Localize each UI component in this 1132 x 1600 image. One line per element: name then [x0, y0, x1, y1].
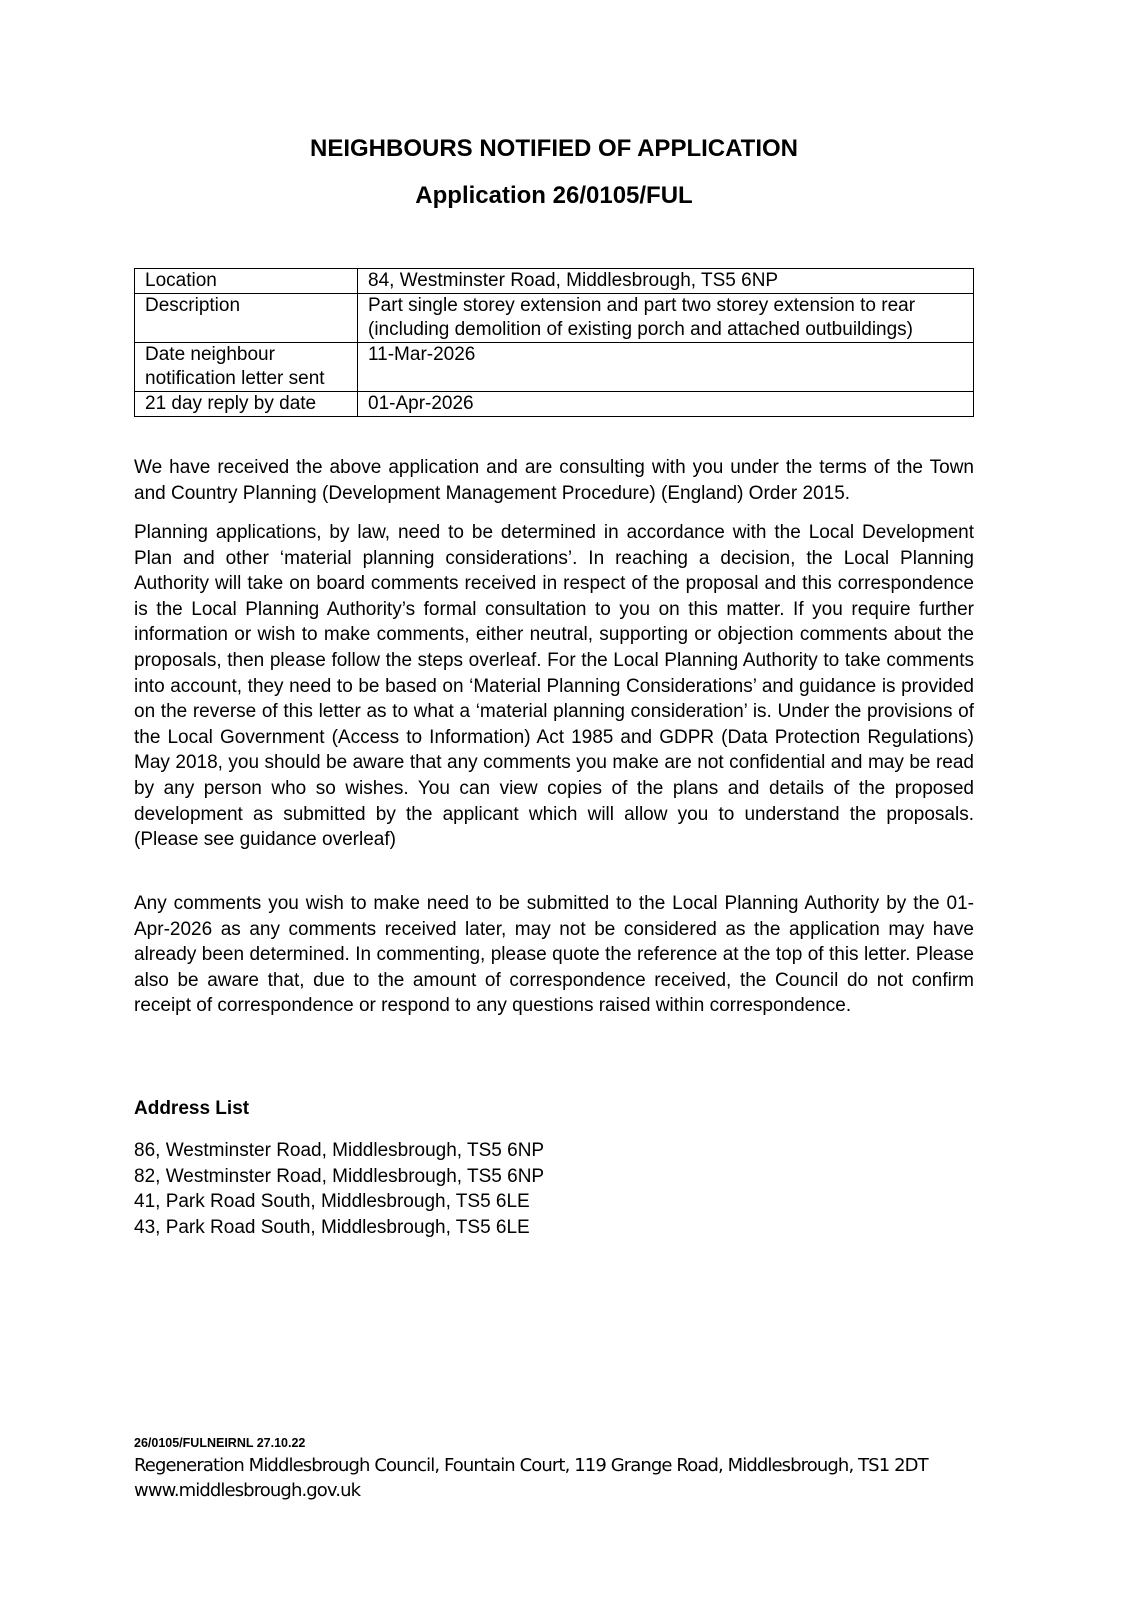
- table-row: [135, 392, 974, 417]
- footer-reference: 26/0105/FULNEIRNL 27.10.22: [134, 1436, 306, 1450]
- description-label: Description: [135, 294, 358, 343]
- footer-website: www.middlesbrough.gov.uk: [134, 1480, 361, 1501]
- planning-paragraph: Planning applications, by law, need to be determined in accordance with the Local Development Plan and other ‘material planning considerations’. In reaching a decision, the Local Planning Authority will take on board comments received in respect of the proposal and this correspondence is the Local Planning Authority’s formal consultation to you on this matter. If you require further information or wish to make comments, either neutral, supporting or objection comments about the proposals, then please follow the steps overleaf. For the Local Planning Authority to take comments into account, they need to be based on ‘Material Planning Considerations’ and guidance is provided on the reverse of this letter as to what a ‘material planning consideration’ is. Under the provisions of the Local Government (Access to Information) Act 1985 and GDPR (Data Protection Regulations) May 2018, you should be aware that any comments you make are not confidential and may be read by any person who so wishes. You can view copies of the plans and details of the proposed development as submitted by the applicant which will allow you to understand the proposals. (Please see guidance overleaf): [134, 522, 974, 851]
- table-row: [135, 294, 974, 343]
- footer: [134, 1453, 928, 1503]
- location-label: Location: [135, 269, 358, 294]
- application-details-table: [134, 268, 974, 417]
- notification-date-value: 11-Mar-2026: [358, 343, 974, 392]
- reply-by-value: 01-Apr-2026: [358, 392, 974, 417]
- list-item: 86, Westminster Road, Middlesbrough, TS5 6NP: [134, 1140, 545, 1161]
- document-title: NEIGHBOURS NOTIFIED OF APPLICATION: [309, 135, 798, 162]
- comments-paragraph: Any comments you wish to make need to be submitted to the Local Planning Authority by the 01-Apr-2026 as any comments received later, may not be considered as the application may have already been determined. In commenting, please quote the reference at the top of this letter. Please also be aware that, due to the amount of correspondence received, the Council do not confirm receipt of correspondence or respond to any questions raised within correspondence.: [134, 893, 974, 1017]
- list-item: 43, Park Road South, Middlesbrough, TS5 6LE: [134, 1216, 530, 1238]
- location-value: 84, Westminster Road, Middlesbrough, TS5 6NP: [358, 269, 974, 294]
- address-list: [134, 1138, 544, 1240]
- notification-date-label: Date neighbour notification letter sent: [135, 343, 358, 392]
- table-row: [135, 269, 974, 294]
- list-item: 41, Park Road South, Middlesbrough, TS5 6LE: [134, 1191, 530, 1213]
- list-item: 82, Westminster Road, Middlesbrough, TS5 6NP: [134, 1165, 545, 1187]
- application-reference: Application 26/0105/FUL: [415, 182, 693, 209]
- footer-address: Regeneration Middlesbrough Council, Fountain Court, 119 Grange Road, Middlesbrough, TS1 2DT: [134, 1455, 928, 1476]
- table-row: [135, 343, 974, 392]
- reply-by-label: 21 day reply by date: [135, 392, 358, 417]
- description-value: Part single storey extension and part two storey extension to rear (including demolition of existing porch and attached outbuildings): [358, 294, 974, 343]
- address-list-heading: Address List: [134, 1098, 250, 1119]
- consultation-paragraph: We have received the above application and are consulting with you under the terms of the Town and Country Planning (Development Management Procedure) (England) Order 2015.: [134, 457, 974, 504]
